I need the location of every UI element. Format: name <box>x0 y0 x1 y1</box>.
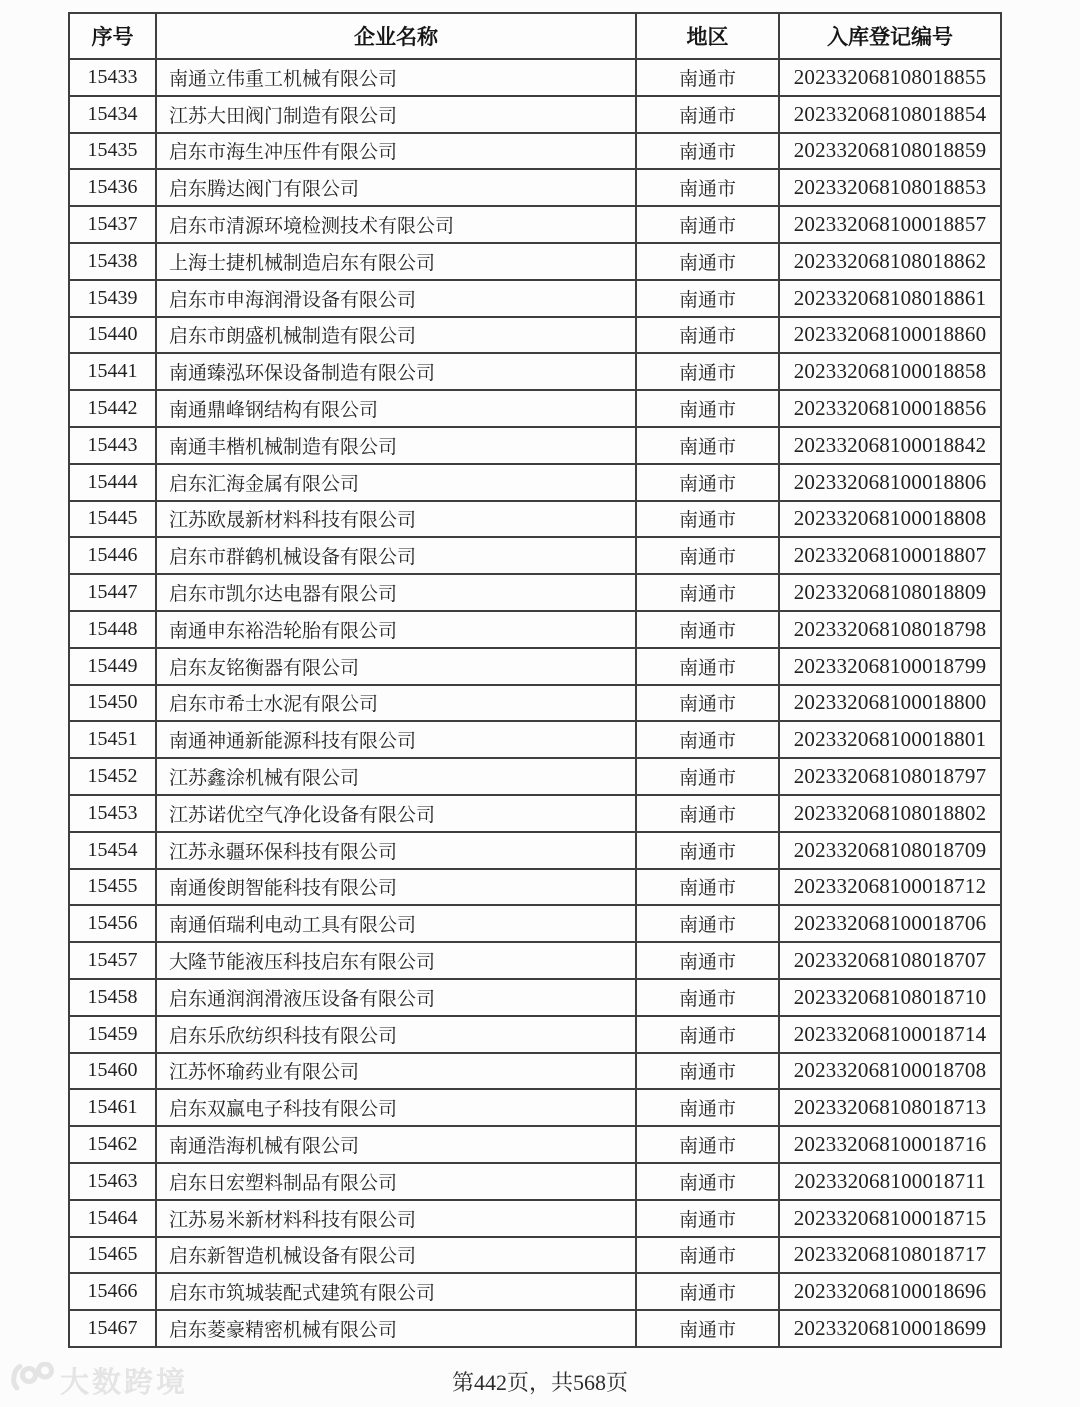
table-row <box>69 1200 1001 1237</box>
cell-region: 南通市 <box>636 721 779 758</box>
table-row <box>69 721 1001 758</box>
cell-region: 南通市 <box>636 206 779 243</box>
cell-serial: 15459 <box>69 1016 156 1053</box>
cell-company-name: 江苏大田阀门制造有限公司 <box>156 96 636 133</box>
cell-company-name: 南通立伟重工机械有限公司 <box>156 59 636 96</box>
cell-region: 南通市 <box>636 758 779 795</box>
cell-registration-number: 202332068108018797 <box>779 758 1001 795</box>
cell-company-name: 南通臻泓环保设备制造有限公司 <box>156 353 636 390</box>
cell-serial: 15465 <box>69 1237 156 1274</box>
cell-region: 南通市 <box>636 905 779 942</box>
cell-serial: 15449 <box>69 648 156 685</box>
table-body <box>69 59 1001 1347</box>
cell-company-name: 南通佰瑞利电动工具有限公司 <box>156 905 636 942</box>
company-registration-table <box>68 12 1002 1348</box>
col-header-serial: 序号 <box>69 13 156 59</box>
table-row <box>69 611 1001 648</box>
cell-serial: 15447 <box>69 574 156 611</box>
cell-serial: 15457 <box>69 942 156 979</box>
cell-company-name: 启东乐欣纺织科技有限公司 <box>156 1016 636 1053</box>
cell-company-name: 南通丰楷机械制造有限公司 <box>156 427 636 464</box>
cell-registration-number: 202332068100018842 <box>779 427 1001 464</box>
cell-serial: 15462 <box>69 1126 156 1163</box>
cell-registration-number: 202332068100018696 <box>779 1273 1001 1310</box>
cell-registration-number: 202332068100018715 <box>779 1200 1001 1237</box>
cell-registration-number: 202332068108018713 <box>779 1089 1001 1126</box>
cell-registration-number: 202332068108018862 <box>779 243 1001 280</box>
table-row <box>69 795 1001 832</box>
cell-registration-number: 202332068100018708 <box>779 1053 1001 1090</box>
cell-company-name: 南通申东裕浩轮胎有限公司 <box>156 611 636 648</box>
cell-region: 南通市 <box>636 1200 779 1237</box>
cell-serial: 15452 <box>69 758 156 795</box>
cell-serial: 15438 <box>69 243 156 280</box>
cell-registration-number: 202332068108018798 <box>779 611 1001 648</box>
table-header <box>69 13 1001 59</box>
cell-region: 南通市 <box>636 979 779 1016</box>
table-row <box>69 206 1001 243</box>
cell-region: 南通市 <box>636 1273 779 1310</box>
cell-serial: 15458 <box>69 979 156 1016</box>
cell-registration-number: 202332068100018714 <box>779 1016 1001 1053</box>
table-row <box>69 501 1001 538</box>
table-row <box>69 1089 1001 1126</box>
table-row <box>69 1016 1001 1053</box>
cell-registration-number: 202332068108018859 <box>779 133 1001 170</box>
cell-company-name: 江苏欧晟新材料科技有限公司 <box>156 501 636 538</box>
cell-company-name: 江苏鑫涂机械有限公司 <box>156 758 636 795</box>
cell-company-name: 启东市申海润滑设备有限公司 <box>156 280 636 317</box>
cell-region: 南通市 <box>636 1053 779 1090</box>
cell-company-name: 启东市希士水泥有限公司 <box>156 685 636 722</box>
cell-registration-number: 202332068108018802 <box>779 795 1001 832</box>
cell-serial: 15460 <box>69 1053 156 1090</box>
cell-serial: 15451 <box>69 721 156 758</box>
table-row <box>69 648 1001 685</box>
cell-company-name: 启东菱豪精密机械有限公司 <box>156 1310 636 1347</box>
cell-registration-number: 202332068100018699 <box>779 1310 1001 1347</box>
cell-serial: 15435 <box>69 133 156 170</box>
cell-region: 南通市 <box>636 574 779 611</box>
cell-company-name: 启东市海生冲压件有限公司 <box>156 133 636 170</box>
cell-region: 南通市 <box>636 243 779 280</box>
cell-serial: 15463 <box>69 1163 156 1200</box>
cell-registration-number: 202332068108018717 <box>779 1237 1001 1274</box>
cell-serial: 15461 <box>69 1089 156 1126</box>
cell-company-name: 上海士捷机械制造启东有限公司 <box>156 243 636 280</box>
cell-region: 南通市 <box>636 169 779 206</box>
cell-company-name: 启东市群鹤机械设备有限公司 <box>156 537 636 574</box>
cell-serial: 15467 <box>69 1310 156 1347</box>
table-row <box>69 317 1001 354</box>
table-row <box>69 869 1001 906</box>
cell-registration-number: 202332068100018860 <box>779 317 1001 354</box>
table-row <box>69 832 1001 869</box>
table-row <box>69 1273 1001 1310</box>
table-row <box>69 1237 1001 1274</box>
cell-registration-number: 202332068108018707 <box>779 942 1001 979</box>
cell-company-name: 启东新智造机械设备有限公司 <box>156 1237 636 1274</box>
cell-region: 南通市 <box>636 133 779 170</box>
cell-serial: 15456 <box>69 905 156 942</box>
cell-region: 南通市 <box>636 390 779 427</box>
cell-region: 南通市 <box>636 648 779 685</box>
cell-serial: 15443 <box>69 427 156 464</box>
watermark-100-logo-icon <box>10 1362 56 1399</box>
cell-region: 南通市 <box>636 280 779 317</box>
cell-region: 南通市 <box>636 942 779 979</box>
table-row <box>69 280 1001 317</box>
cell-serial: 15437 <box>69 206 156 243</box>
cell-registration-number: 202332068100018806 <box>779 464 1001 501</box>
cell-registration-number: 202332068108018853 <box>779 169 1001 206</box>
cell-company-name: 大隆节能液压科技启东有限公司 <box>156 942 636 979</box>
cell-registration-number: 202332068100018711 <box>779 1163 1001 1200</box>
cell-serial: 15453 <box>69 795 156 832</box>
cell-serial: 15446 <box>69 537 156 574</box>
cell-company-name: 启东日宏塑料制品有限公司 <box>156 1163 636 1200</box>
cell-region: 南通市 <box>636 869 779 906</box>
cell-company-name: 启东市凯尔达电器有限公司 <box>156 574 636 611</box>
cell-registration-number: 202332068100018706 <box>779 905 1001 942</box>
cell-serial: 15436 <box>69 169 156 206</box>
table-row <box>69 464 1001 501</box>
table-row <box>69 1126 1001 1163</box>
cell-region: 南通市 <box>636 96 779 133</box>
table-row <box>69 1163 1001 1200</box>
cell-registration-number: 202332068100018808 <box>779 501 1001 538</box>
cell-serial: 15466 <box>69 1273 156 1310</box>
cell-region: 南通市 <box>636 353 779 390</box>
pagination-text: 第442页，共568页 <box>451 1370 628 1395</box>
cell-serial: 15441 <box>69 353 156 390</box>
table-row <box>69 1053 1001 1090</box>
cell-company-name: 启东汇海金属有限公司 <box>156 464 636 501</box>
cell-region: 南通市 <box>636 501 779 538</box>
cell-registration-number: 202332068100018801 <box>779 721 1001 758</box>
cell-registration-number: 202332068108018855 <box>779 59 1001 96</box>
table-row <box>69 243 1001 280</box>
cell-registration-number: 202332068108018710 <box>779 979 1001 1016</box>
cell-company-name: 江苏诺优空气净化设备有限公司 <box>156 795 636 832</box>
cell-registration-number: 202332068100018799 <box>779 648 1001 685</box>
cell-region: 南通市 <box>636 611 779 648</box>
cell-serial: 15448 <box>69 611 156 648</box>
table-row <box>69 758 1001 795</box>
cell-company-name: 启东双赢电子科技有限公司 <box>156 1089 636 1126</box>
col-header-company-name: 企业名称 <box>156 13 636 59</box>
cell-region: 南通市 <box>636 1163 779 1200</box>
cell-region: 南通市 <box>636 537 779 574</box>
cell-region: 南通市 <box>636 832 779 869</box>
cell-serial: 15450 <box>69 685 156 722</box>
cell-company-name: 南通鼎峰钢结构有限公司 <box>156 390 636 427</box>
cell-serial: 15434 <box>69 96 156 133</box>
cell-registration-number: 202332068100018857 <box>779 206 1001 243</box>
table-row <box>69 353 1001 390</box>
cell-serial: 15440 <box>69 317 156 354</box>
cell-serial: 15433 <box>69 59 156 96</box>
cell-registration-number: 202332068100018800 <box>779 685 1001 722</box>
cell-registration-number: 202332068100018858 <box>779 353 1001 390</box>
cell-serial: 15444 <box>69 464 156 501</box>
watermark-text: 大数跨境 <box>60 1367 189 1399</box>
cell-region: 南通市 <box>636 1089 779 1126</box>
table-row <box>69 685 1001 722</box>
cell-registration-number: 202332068108018709 <box>779 832 1001 869</box>
cell-region: 南通市 <box>636 795 779 832</box>
table-row <box>69 96 1001 133</box>
cell-region: 南通市 <box>636 685 779 722</box>
watermark <box>10 1360 188 1401</box>
cell-registration-number: 202332068100018856 <box>779 390 1001 427</box>
cell-region: 南通市 <box>636 427 779 464</box>
table-row <box>69 537 1001 574</box>
table-row <box>69 133 1001 170</box>
cell-region: 南通市 <box>636 1126 779 1163</box>
cell-serial: 15455 <box>69 869 156 906</box>
table-row <box>69 427 1001 464</box>
table-row <box>69 979 1001 1016</box>
cell-company-name: 启东腾达阀门有限公司 <box>156 169 636 206</box>
table-row <box>69 905 1001 942</box>
cell-region: 南通市 <box>636 1016 779 1053</box>
cell-serial: 15445 <box>69 501 156 538</box>
cell-serial: 15454 <box>69 832 156 869</box>
table-row <box>69 942 1001 979</box>
cell-region: 南通市 <box>636 59 779 96</box>
table-row <box>69 1310 1001 1347</box>
table-row <box>69 59 1001 96</box>
table-row <box>69 574 1001 611</box>
cell-company-name: 江苏怀瑜药业有限公司 <box>156 1053 636 1090</box>
cell-registration-number: 202332068100018807 <box>779 537 1001 574</box>
cell-serial: 15439 <box>69 280 156 317</box>
cell-registration-number: 202332068100018716 <box>779 1126 1001 1163</box>
cell-registration-number: 202332068108018854 <box>779 96 1001 133</box>
cell-company-name: 启东市清源环境检测技术有限公司 <box>156 206 636 243</box>
cell-company-name: 启东通润润滑液压设备有限公司 <box>156 979 636 1016</box>
cell-company-name: 江苏易米新材料科技有限公司 <box>156 1200 636 1237</box>
cell-company-name: 启东市朗盛机械制造有限公司 <box>156 317 636 354</box>
cell-company-name: 江苏永疆环保科技有限公司 <box>156 832 636 869</box>
cell-region: 南通市 <box>636 464 779 501</box>
cell-company-name: 南通神通新能源科技有限公司 <box>156 721 636 758</box>
cell-registration-number: 202332068108018809 <box>779 574 1001 611</box>
cell-company-name: 南通俊朗智能科技有限公司 <box>156 869 636 906</box>
cell-company-name: 启东友铭衡器有限公司 <box>156 648 636 685</box>
cell-registration-number: 202332068100018712 <box>779 869 1001 906</box>
cell-region: 南通市 <box>636 1310 779 1347</box>
cell-region: 南通市 <box>636 1237 779 1274</box>
cell-company-name: 启东市筑城装配式建筑有限公司 <box>156 1273 636 1310</box>
col-header-region: 地区 <box>636 13 779 59</box>
cell-serial: 15464 <box>69 1200 156 1237</box>
col-header-registration-number: 入库登记编号 <box>779 13 1001 59</box>
cell-serial: 15442 <box>69 390 156 427</box>
table-row <box>69 390 1001 427</box>
cell-region: 南通市 <box>636 317 779 354</box>
table-row <box>69 169 1001 206</box>
cell-company-name: 南通浩海机械有限公司 <box>156 1126 636 1163</box>
table-header-row <box>69 13 1001 59</box>
cell-registration-number: 202332068108018861 <box>779 280 1001 317</box>
